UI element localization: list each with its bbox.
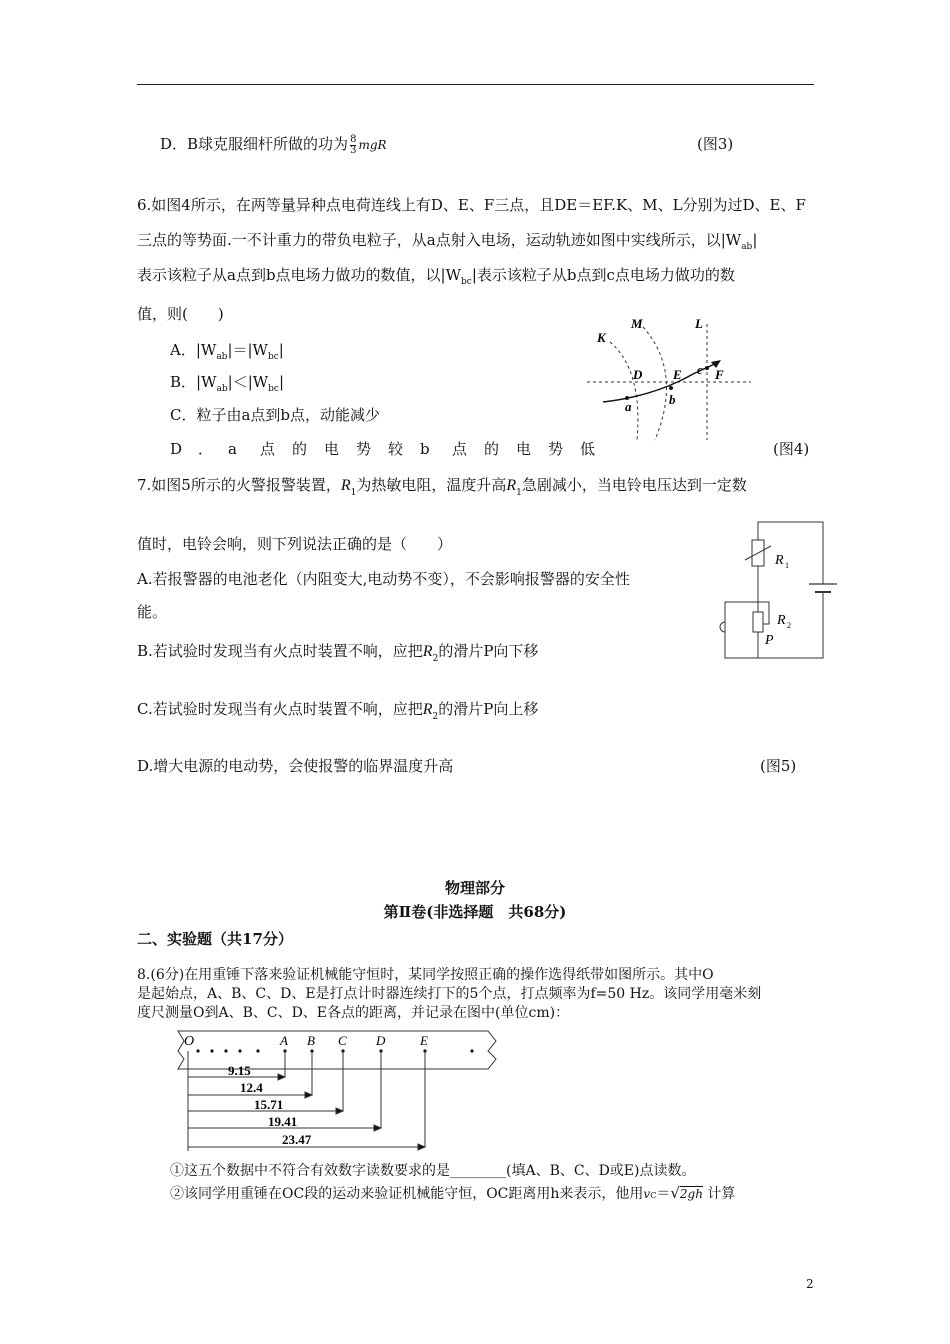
fig-label-r1-sub: 1 [785,561,789,570]
label-b: b [669,392,676,407]
q6-line3: 表示该粒子从a点到b点电场力做功的数值，以$|W_{bc}|$表示该粒子从b点到c点电场力做功的数 [137,266,735,287]
tape-label-c: C [338,1033,347,1048]
label-m: M [631,316,643,331]
q8-line3: 度尺测量O到A、B、C、D、E各点的距离，并记录在图中(单位cm)： [137,1005,570,1021]
q8-sub2: ②该同学用重锤在OC段的运动来验证机械能守恒，OC距离用h来表示，他用vC＝√2gh 计算 [170,1184,736,1202]
equipotential-m [643,327,667,440]
q5-fraction: $\frac{8}{3}$ [350,133,357,156]
q6-option-c: C．粒子由a点到b点，动能减少 [170,406,381,424]
q7-option-a-line2: 能。 [137,603,168,621]
q6-line1: 6.如图4所示，在两等量异种点电荷连线上有D、E、F三点，且DE＝EF.K、M、L分别为过D、E、F [137,196,806,214]
fig3-label: (图3) [697,135,734,153]
point-c [705,366,709,370]
q7-option-b: B.若试验时发现当有火点时装置不响，应把$R_2$的滑片P向下移 [137,642,539,664]
label-a: a [625,399,632,414]
q6-option-d: D ． a 点 的 电 势 较 b 点 的 电 势 低 [170,440,596,458]
point-b [669,386,673,390]
tape-label-e: E [420,1033,428,1048]
q7-line1: 7.如图5所示的火警报警装置，$R_1$为热敏电阻，温度升高$R_1$急剧减小，当电铃电压达到一定数 [137,476,747,498]
section-subtitle: 第Ⅱ卷(非选择题 共68分) [383,903,567,921]
fig5-label: (图5) [760,757,797,775]
fig-label-p: P [765,633,774,648]
q5-mgr: mgR [358,138,387,152]
section-heading: 二、实验题（共17分） [137,930,293,948]
q5-optd-text: D．B球克服细杆所做的功为 [160,135,349,153]
figure-5-circuit [705,518,837,664]
wire-top [758,522,823,584]
measure-b: 12.4 [240,1080,263,1095]
tape-label-a: A [280,1033,288,1048]
figure-4-field-diagram [585,312,755,442]
measure-e: 23.47 [282,1132,312,1147]
q6-line2: 三点的等势面.一不计重力的带负电粒子，从a点射入电场，运动轨迹如图中实线所示，以$|W_{ab}|$ [137,231,758,252]
label-d: D [633,367,643,382]
tape-label-d: D [376,1033,386,1048]
fig-label-r2: R [777,613,786,628]
q6-line4: 值，则( ) [137,305,224,323]
label-c: c [697,362,703,377]
label-e: E [673,367,682,382]
wire-loop [725,592,823,658]
page-number: 2 [806,1277,814,1291]
header-rule [137,84,814,85]
bell [720,622,725,632]
fig-label-r2-sub: 2 [787,621,791,630]
q5-option-d [160,133,387,156]
q8-line1: 8.(6分)在用重锤下落来验证机械能守恒时，某同学按照正确的操作选得纸带如图所示。其中O [137,967,714,983]
rheostat-r2 [753,612,763,632]
tape-label-b: B [307,1033,315,1048]
q7-line2: 值时，电铃会响，则下列说法正确的是（ ） [137,535,453,553]
measure-d: 19.41 [268,1114,298,1129]
q7-option-d: D.增大电源的电动势，会使报警的临界温度升高 [137,757,454,775]
q6-option-a: A．$|W_{ab}|=|W_{bc}|$ [170,341,284,362]
measure-a: 9.15 [228,1063,251,1078]
equipotential-k [610,342,638,440]
q8-line2: 是起始点，A、B、C、D、E是打点计时器连续打下的5个点，打点频率为f=50 Hz。该同学用毫米刻 [137,986,762,1002]
label-k: K [597,330,606,345]
label-f: F [715,367,724,382]
section-title: 物理部分 [444,879,505,897]
fig4-label: (图4) [773,440,810,458]
fig-label-r1: R [775,553,784,568]
q7-option-a-line1: A.若报警器的电池老化（内阻变大,电动势不变），不会影响报警器的安全性 [137,570,630,588]
label-l: L [695,316,703,331]
tape-label-o: O [184,1034,195,1049]
q8-sub1: ①这五个数据中不符合有效数字读数要求的是________(填A、B、C、D或E)点读数。 [170,1163,696,1179]
paper-tape-figure [170,1025,505,1153]
q7-option-c: C.若试验时发现当有火点时装置不响，应把$R_2$的滑片P向上移 [137,700,539,722]
measure-c: 15.71 [254,1097,284,1112]
q6-option-b: B．$|W_{ab}|<|W_{bc}|$ [170,373,285,394]
